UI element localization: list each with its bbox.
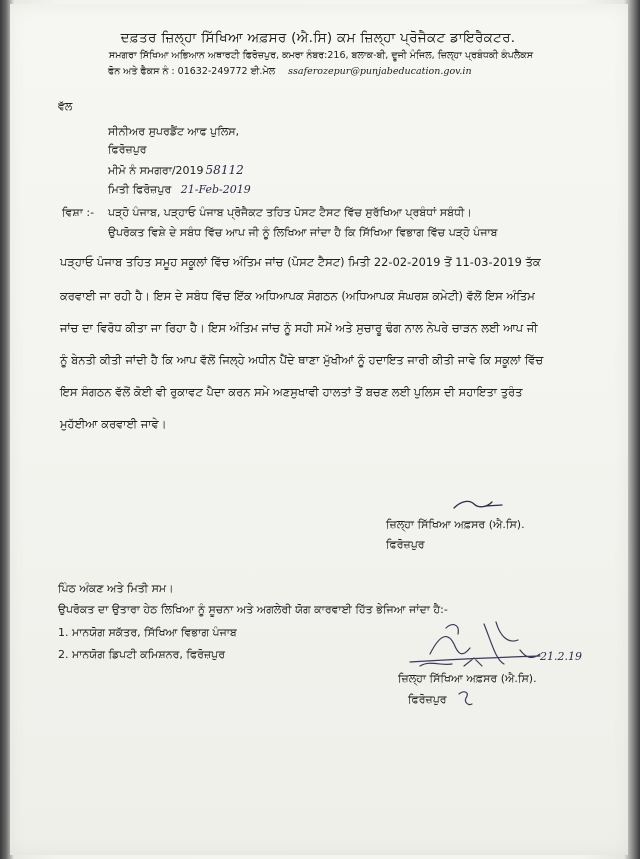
- contact-label: ਫੋਨ ਅਤੇ ਫੈਕਸ ਨੰ :: [108, 66, 175, 77]
- copy-recipient-2: 2. ਮਾਨਯੋਗ ਡਿਪਟੀ ਕਮਿਸ਼ਨਰ, ਫਿਰੋਜ਼ਪੁਰ: [58, 648, 226, 661]
- email-label: ਈ.ਮੇਲ: [250, 66, 276, 77]
- subject-label: ਵਿਸ਼ਾ :-: [62, 206, 95, 219]
- letterhead-office: ਦਫ਼ਤਰ ਜ਼ਿਲ੍ਹਾ ਸਿੱਖਿਆ ਅਫ਼ਸਰ (ਐ.ਸਿ) ਕਮ ਜ਼ਿਲ੍ਹਾ ਪ੍ਰੋਜੈਕਟ ਡਾਇਰੈਕਟਰ.: [120, 30, 516, 46]
- memo-number: [108, 163, 244, 178]
- body-line-4: ਜਾਂਚ ਦਾ ਵਿਰੋਧ ਕੀਤਾ ਜਾ ਰਿਹਾ ਹੈ। ਇਸ ਅੰਤਿਮ ਜਾਂਚ ਨੂੰ ਸਹੀ ਸਮੇਂ ਅਤੇ ਸੁਚਾਰੂ ਢੰਗ ਨਾਲ ਨੇਪਰੇ ਚਾੜਨ ਲਈ ਆਪ ਜੀ: [60, 322, 538, 335]
- recipient-line1: ਸੀਨੀਅਰ ਸੁਪਰਡੈਂਟ ਆਫ ਪੁਲਿਸ,: [108, 125, 240, 138]
- date-handwritten: 21-Feb-2019: [180, 183, 251, 196]
- body-line-6: ਇਸ ਸੰਗਠਨ ਵੱਲੋਂ ਕੋਈ ਵੀ ਰੁਕਾਵਟ ਪੈਦਾ ਕਰਨ ਸਮੇ ਅਣਸੁਖਾਵੀ ਹਾਲਤਾਂ ਤੋਂ ਬਚਣ ਲਈ ਪੁਲਿਸ ਦੀ ਸਹਾਇਤਾ ਤੁਰੰਤ: [60, 386, 523, 399]
- memo-label: ਮੀਮੋ ਨੰ ਸਮਗਰਾ/2019: [108, 164, 204, 177]
- body-line-1: ਉਪਰੋਕਤ ਵਿਸ਼ੇ ਦੇ ਸਬੰਧ ਵਿੱਚ ਆਪ ਜੀ ਨੂੰ ਲਿਖਿਆ ਜਾਂਦਾ ਹੈ ਕਿ ਸਿੱਖਿਆ ਵਿਭਾਗ ਵਿੱਚ ਪੜ੍ਹੋ ਪੰਜਾਬ: [108, 226, 498, 239]
- body-line-5: ਨੂੰ ਬੇਨਤੀ ਕੀਤੀ ਜਾਂਦੀ ਹੈ ਕਿ ਆਪ ਵੱਲੋਂ ਜਿਲ੍ਹੇ ਅਧੀਨ ਪੈਂਦੇ ਥਾਣਾ ਮੁੱਖੀਆਂ ਨੂੰ ਹਦਾਇਤ ਜਾਰੀ ਕੀਤੀ ਜਾਵੇ ਕਿ ਸਕੂਲਾਂ ਵਿੱਚ: [60, 354, 544, 367]
- signature2-flourish: [456, 688, 476, 708]
- date-label: ਮਿਤੀ ਫਿਰੋਜ਼ਪੁਰ: [108, 183, 172, 196]
- signature2-date-handwritten: 21.2.19: [540, 650, 582, 663]
- phone-number: 01632-249772: [177, 66, 248, 77]
- subject-text: ਪੜ੍ਹੋ ਪੰਜਾਬ, ਪੜ੍ਹਾਓ ਪੰਜਾਬ ਪ੍ਰੋਜੈਕਟ ਤਹਿਤ ਪੋਸਟ ਟੈਸਟ ਵਿੱਚ ਸੁਰੱਖਿਆ ਪ੍ਰਬੰਧਾਂ ਸਬੰਧੀ।: [108, 206, 472, 219]
- signature2-title: ਜ਼ਿਲ੍ਹਾ ਸਿੱਖਿਆ ਅਫ਼ਸਰ (ਐ.ਸਿ).: [398, 672, 537, 685]
- endorsement-line1: ਪਿੰਠ ਅੰਕਣ ਅਤੇ ਮਿਤੀ ਸਮ।: [58, 582, 174, 595]
- memo-number-handwritten: 58112: [205, 163, 244, 177]
- body-line-2: ਪੜ੍ਹਾਓ ਪੰਜਾਬ ਤਹਿਤ ਸਮੂਹ ਸਕੂਲਾਂ ਵਿੱਚ ਅੰਤਿਮ ਜਾਂਚ (ਪੋਸਟ ਟੈਸਟ) ਮਿਤੀ 22-02-2019 ਤੋਂ 11-03-2019 ਤੱਕ: [60, 256, 541, 269]
- email-address: ssaferozepur@punjabeducation.gov.in: [288, 66, 472, 77]
- recipient-line2: ਫਿਰੋਜ਼ਪੁਰ: [108, 143, 147, 156]
- signature1-place: ਫਿਰੋਜ਼ਪੁਰ: [386, 538, 425, 551]
- signature1-title: ਜ਼ਿਲ੍ਹਾ ਸਿੱਖਿਆ ਅਫ਼ਸਰ (ਐ.ਸਿ).: [386, 518, 525, 531]
- memo-date: [108, 183, 251, 197]
- initials-signature-1: [448, 494, 508, 514]
- endorsement-line2: ਉਪਰੋਕਤ ਦਾ ਉਤਾਰਾ ਹੇਠ ਲਿਖਿਆ ਨੂੰ ਸੂਚਨਾ ਅਤੇ ਅਗਲੇਰੀ ਯੋਗ ਕਾਰਵਾਈ ਹਿੱਤ ਭੇਜਿਆ ਜਾਂਦਾ ਹੈ:-: [58, 603, 448, 616]
- body-line-3: ਕਰਵਾਈ ਜਾ ਰਹੀ ਹੈ। ਇਸ ਦੇ ਸਬੰਧ ਵਿੱਚ ਇੱਕ ਅਧਿਆਪਕ ਸੰਗਠਨ (ਅਧਿਆਪਕ ਸੰਘਰਸ਼ ਕਮੇਟੀ) ਵੱਲੋਂ ਇਸ ਅੰਤਿਮ: [60, 290, 535, 303]
- copy-recipient-1: 1. ਮਾਨਯੋਗ ਸਕੱਤਰ, ਸਿੱਖਿਆ ਵਿਭਾਗ ਪੰਜਾਬ: [58, 626, 237, 639]
- to-label: ਵੱਲ: [58, 100, 73, 113]
- signature2-place: ਫਿਰੋਜ਼ਪੁਰ: [408, 693, 447, 706]
- handwritten-signature-2: [400, 614, 600, 680]
- body-line-7: ਮੁਹੱਈਆ ਕਰਵਾਈ ਜਾਵੇ।: [60, 418, 167, 431]
- letterhead-address: ਸਮਗਰਾ ਸਿੱਖਿਆ ਅਭਿਆਨ ਅਥਾਰਟੀ ਫਿਰੋਜ਼ਪੁਰ, ਕਮਰਾ ਨੰਬਰ:216, ਬਲਾਕ-ਬੀ, ਦੂਜੀ ਮੰਜਿਲ, ਜ਼ਿਲ੍ਹਾ ਪ੍ਰਬੰਧਕੀ ਕੰਪਲੈਕਸ: [108, 50, 534, 61]
- letterhead-contact: [108, 66, 472, 77]
